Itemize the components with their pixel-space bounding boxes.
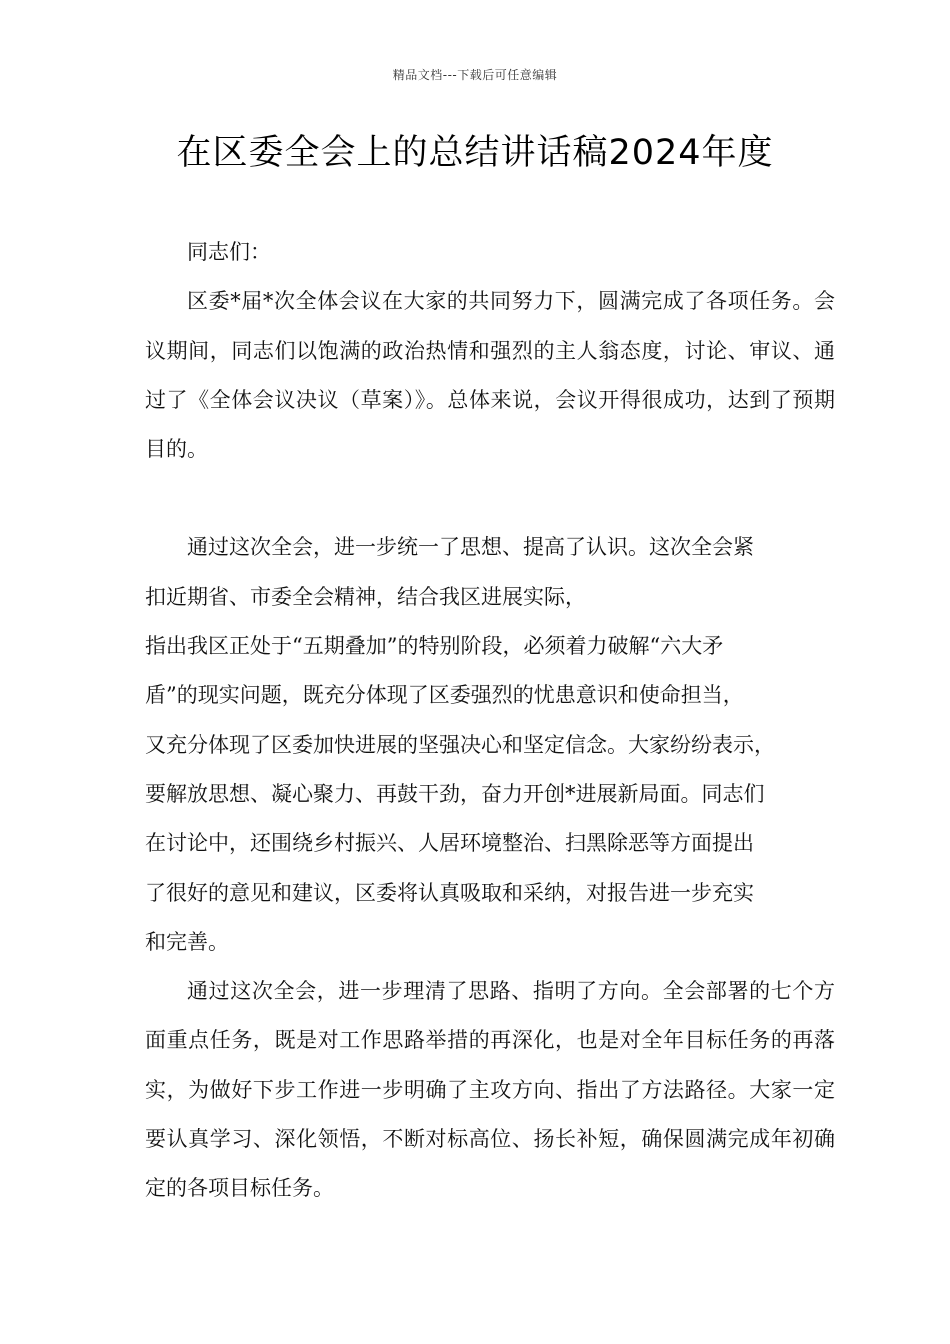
paragraph-2 <box>145 523 835 967</box>
paragraph-2-line: 盾”的现实问题，既充分体现了区委强烈的忧患意识和使命担当， <box>145 683 744 708</box>
document-title: 在区委全会上的总结讲话稿2024年度 <box>176 133 774 173</box>
paragraph-2-line: 又充分体现了区委加快进展的坚强决心和坚定信念。大家纷纷表示， <box>145 732 775 757</box>
paragraph-2-line: 和完善。 <box>145 929 229 954</box>
paragraph-2-line: 指出我区正处于“五期叠加”的特别阶段，必须着力破解“六大矛 <box>145 634 724 659</box>
paragraph-2-line: 扣近期省、市委全会精神，结合我区进展实际， <box>145 584 586 609</box>
salutation: 同志们： <box>187 240 271 264</box>
paragraph-3: 通过这次全会，进一步理清了思路、指明了方向。全会部署的七个方面重点任务，既是对工作思路举措的再深化，也是对全年目标任务的再落实，为做好下步工作进一步明确了主攻方向、指出了方法路径。大家一定要认真学习、深化领悟，不断对标高位、扬长补短，确保圆满完成年初确定的各项目标任务。 <box>145 979 835 1201</box>
paragraph-gap <box>145 474 835 523</box>
header-note: 精品文档---下载后可任意编辑 <box>392 68 558 82</box>
paragraph-2-line: 了很好的意见和建议，区委将认真吸取和采纳，对报告进一步充实 <box>145 880 754 905</box>
document-body <box>145 228 835 1214</box>
paragraph-2-line: 在讨论中，还围绕乡村振兴、人居环境整治、扫黑除恶等方面提出 <box>145 831 754 856</box>
paragraph-2-line: 要解放思想、凝心聚力、再鼓干劲，奋力开创*进展新局面。同志们 <box>145 781 765 806</box>
paragraph-1: 区委*届*次全体会议在大家的共同努力下，圆满完成了各项任务。会议期间，同志们以饱满的政治热情和强烈的主人翁态度，讨论、审议、通过了《全体会议决议（草案）》。总体来说，会议开得很成功，达到了预期目的。 <box>145 289 835 462</box>
paragraph-2-line: 通过这次全会，进一步统一了思想、提高了认识。这次全会紧 <box>187 535 754 560</box>
